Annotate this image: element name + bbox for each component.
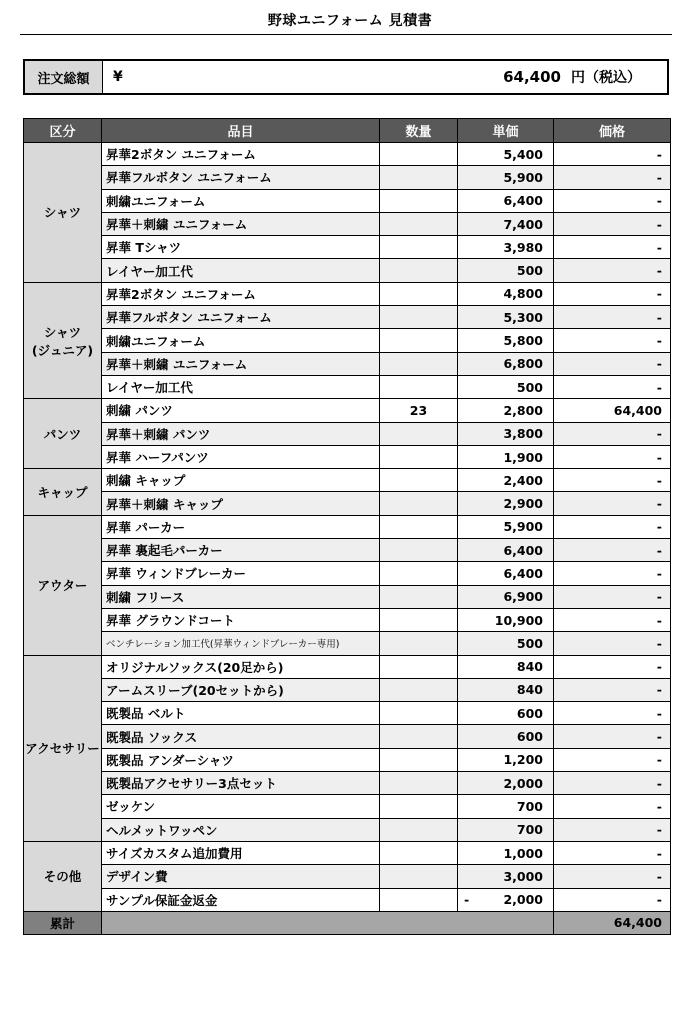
header-amount: 価格	[554, 119, 671, 143]
table-row	[24, 608, 671, 631]
table-row	[24, 795, 671, 818]
quantity-cell[interactable]	[380, 632, 458, 655]
quantity-cell[interactable]	[380, 143, 458, 166]
footer-row	[24, 911, 671, 934]
category-cell: アウター	[24, 515, 102, 655]
table-row	[24, 865, 671, 888]
currency-symbol: ¥	[113, 69, 123, 85]
table-row	[24, 469, 671, 492]
amount-cell: -	[554, 189, 671, 212]
quantity-cell[interactable]	[380, 282, 458, 305]
amount-cell: 64,400	[554, 399, 671, 422]
quantity-cell[interactable]	[380, 375, 458, 398]
table-row	[24, 515, 671, 538]
item-name: 昇華2ボタン ユニフォーム	[102, 143, 380, 166]
table-body	[24, 143, 671, 912]
table-row	[24, 259, 671, 282]
amount-cell: -	[554, 469, 671, 492]
item-name: オリジナルソックス(20足から)	[102, 655, 380, 678]
unit-price-cell: 2,000	[458, 772, 554, 795]
unit-price-cell: 6,800	[458, 352, 554, 375]
unit-price-cell: 3,800	[458, 422, 554, 445]
amount-cell: -	[554, 841, 671, 864]
unit-price-cell: 500	[458, 375, 554, 398]
unit-price-cell: 840	[458, 678, 554, 701]
table-row	[24, 888, 671, 911]
order-total-box	[23, 59, 669, 95]
amount-cell: -	[554, 608, 671, 631]
unit-price-cell: 500	[458, 259, 554, 282]
table-row	[24, 725, 671, 748]
table-row	[24, 492, 671, 515]
table-row	[24, 539, 671, 562]
header-unit-price: 単価	[458, 119, 554, 143]
item-name: 刺繍 フリース	[102, 585, 380, 608]
quantity-cell[interactable]	[380, 608, 458, 631]
amount-cell: -	[554, 818, 671, 841]
quantity-cell[interactable]	[380, 818, 458, 841]
amount-cell: -	[554, 166, 671, 189]
item-name: 昇華 Tシャツ	[102, 236, 380, 259]
order-total-label: 注文総額	[25, 61, 103, 93]
quantity-cell[interactable]	[380, 888, 458, 911]
quantity-cell[interactable]	[380, 655, 458, 678]
amount-cell: -	[554, 259, 671, 282]
quantity-cell[interactable]	[380, 306, 458, 329]
unit-price-cell: 3,980	[458, 236, 554, 259]
table-row	[24, 562, 671, 585]
unit-price-cell: 5,400	[458, 143, 554, 166]
table-row	[24, 841, 671, 864]
item-name: レイヤー加工代	[102, 375, 380, 398]
title-divider	[20, 34, 672, 35]
table-row	[24, 399, 671, 422]
unit-price-cell: 6,400	[458, 189, 554, 212]
unit-price-cell: 500	[458, 632, 554, 655]
item-name: 昇華フルボタン ユニフォーム	[102, 166, 380, 189]
unit-price-value: 2,000	[503, 892, 543, 908]
amount-cell: -	[554, 585, 671, 608]
table-row	[24, 166, 671, 189]
amount-cell: -	[554, 795, 671, 818]
item-name: アームスリーブ(20セットから)	[102, 678, 380, 701]
unit-price-cell: 1,000	[458, 841, 554, 864]
category-cell: シャツ (ジュニア)	[24, 282, 102, 398]
quantity-cell[interactable]	[380, 236, 458, 259]
table-row	[24, 375, 671, 398]
table-header-row	[24, 119, 671, 143]
amount-cell: -	[554, 282, 671, 305]
item-name: 既製品 ベルト	[102, 702, 380, 725]
item-name: 昇華 パーカー	[102, 515, 380, 538]
item-name: 刺繍ユニフォーム	[102, 329, 380, 352]
quantity-cell[interactable]	[380, 562, 458, 585]
unit-price-cell	[458, 888, 554, 911]
item-name: 昇華 ウィンドブレーカー	[102, 562, 380, 585]
amount-cell: -	[554, 562, 671, 585]
amount-cell: -	[554, 702, 671, 725]
table-row	[24, 422, 671, 445]
table-row	[24, 236, 671, 259]
unit-price-cell: 700	[458, 818, 554, 841]
amount-cell: -	[554, 888, 671, 911]
quantity-cell[interactable]	[380, 492, 458, 515]
table-row	[24, 212, 671, 235]
unit-price-cell: 1,200	[458, 748, 554, 771]
item-name: 既製品 アンダーシャツ	[102, 748, 380, 771]
unit-price-cell: 840	[458, 655, 554, 678]
amount-cell: -	[554, 445, 671, 468]
unit-price-cell: 5,900	[458, 515, 554, 538]
amount-cell: -	[554, 515, 671, 538]
document-title: 野球ユニフォーム 見積書	[267, 13, 433, 29]
table-row	[24, 329, 671, 352]
unit-price-cell: 6,400	[458, 539, 554, 562]
item-name: サンプル保証金返金	[102, 888, 380, 911]
unit-price-cell: 5,300	[458, 306, 554, 329]
quantity-cell[interactable]	[380, 469, 458, 492]
unit-price-cell: 10,900	[458, 608, 554, 631]
order-total-amount: 64,400	[503, 68, 561, 86]
amount-cell: -	[554, 678, 671, 701]
quantity-cell[interactable]	[380, 352, 458, 375]
item-name: 既製品 ソックス	[102, 725, 380, 748]
quantity-cell[interactable]	[380, 585, 458, 608]
table-row	[24, 143, 671, 166]
quantity-cell[interactable]	[380, 445, 458, 468]
amount-cell: -	[554, 748, 671, 771]
header-qty: 数量	[380, 119, 458, 143]
item-name: 刺繍ユニフォーム	[102, 189, 380, 212]
item-name: 昇華 裏起毛パーカー	[102, 539, 380, 562]
unit-price-cell: 2,900	[458, 492, 554, 515]
footer-label: 累計	[24, 911, 102, 934]
amount-cell: -	[554, 352, 671, 375]
amount-cell: -	[554, 539, 671, 562]
unit-price-cell: 5,800	[458, 329, 554, 352]
category-cell: キャップ	[24, 469, 102, 516]
unit-price-cell: 3,000	[458, 865, 554, 888]
unit-price-cell: 1,900	[458, 445, 554, 468]
quantity-cell[interactable]	[380, 748, 458, 771]
amount-cell: -	[554, 492, 671, 515]
item-name: レイヤー加工代	[102, 259, 380, 282]
item-name: 昇華2ボタン ユニフォーム	[102, 282, 380, 305]
item-name: 昇華 ハーフパンツ	[102, 445, 380, 468]
item-name: 昇華＋刺繍 キャップ	[102, 492, 380, 515]
unit-price-cell: 600	[458, 702, 554, 725]
footer-spacer	[102, 911, 554, 934]
quantity-cell[interactable]	[380, 259, 458, 282]
unit-price-cell: 6,900	[458, 585, 554, 608]
quantity-cell[interactable]	[380, 166, 458, 189]
unit-price-cell: 2,800	[458, 399, 554, 422]
quantity-cell[interactable]	[380, 329, 458, 352]
item-name: 昇華＋刺繍 ユニフォーム	[102, 212, 380, 235]
unit-price-cell: 700	[458, 795, 554, 818]
unit-price-cell: 6,400	[458, 562, 554, 585]
amount-cell: -	[554, 236, 671, 259]
unit-price-cell: 4,800	[458, 282, 554, 305]
item-name: 刺繍 パンツ	[102, 399, 380, 422]
item-name: 昇華フルボタン ユニフォーム	[102, 306, 380, 329]
amount-cell: -	[554, 865, 671, 888]
category-cell: アクセサリー	[24, 655, 102, 841]
quantity-cell[interactable]	[380, 515, 458, 538]
amount-cell: -	[554, 375, 671, 398]
unit-price-cell: 2,400	[458, 469, 554, 492]
quantity-cell[interactable]	[380, 772, 458, 795]
table-row	[24, 306, 671, 329]
quantity-cell[interactable]	[380, 865, 458, 888]
quantity-cell[interactable]	[380, 212, 458, 235]
table-row	[24, 585, 671, 608]
negative-sign: -	[464, 892, 470, 908]
quantity-cell[interactable]: 23	[380, 399, 458, 422]
amount-cell: -	[554, 655, 671, 678]
quantity-cell[interactable]	[380, 795, 458, 818]
unit-price-cell: 5,900	[458, 166, 554, 189]
quantity-cell[interactable]	[380, 189, 458, 212]
amount-cell: -	[554, 772, 671, 795]
item-name: 刺繍 キャップ	[102, 469, 380, 492]
item-name: デザイン費	[102, 865, 380, 888]
table-row	[24, 282, 671, 305]
item-name: 既製品アクセサリー3点セット	[102, 772, 380, 795]
amount-cell: -	[554, 143, 671, 166]
item-name: ヘルメットワッペン	[102, 818, 380, 841]
item-name: ベンチレーション加工代(昇華ウィンドブレーカー専用)	[102, 632, 380, 655]
footer-total: 64,400	[554, 911, 671, 934]
table-row	[24, 818, 671, 841]
quantity-cell[interactable]	[380, 725, 458, 748]
item-name: 昇華＋刺繍 パンツ	[102, 422, 380, 445]
table-row	[24, 189, 671, 212]
header-category: 区分	[24, 119, 102, 143]
table-row	[24, 632, 671, 655]
category-cell: その他	[24, 841, 102, 911]
quantity-cell[interactable]	[380, 422, 458, 445]
quantity-cell[interactable]	[380, 539, 458, 562]
amount-cell: -	[554, 212, 671, 235]
item-name: 昇華＋刺繍 ユニフォーム	[102, 352, 380, 375]
quantity-cell[interactable]	[380, 678, 458, 701]
item-name: サイズカスタム追加費用	[102, 841, 380, 864]
table-row	[24, 445, 671, 468]
table-row	[24, 678, 671, 701]
unit-price-cell: 7,400	[458, 212, 554, 235]
category-cell: シャツ	[24, 143, 102, 283]
item-name: ゼッケン	[102, 795, 380, 818]
header-item: 品目	[102, 119, 380, 143]
order-total-unit: 円（税込）	[571, 70, 641, 86]
item-name: 昇華 グラウンドコート	[102, 608, 380, 631]
category-cell: パンツ	[24, 399, 102, 469]
table-row	[24, 748, 671, 771]
amount-cell: -	[554, 725, 671, 748]
quantity-cell[interactable]	[380, 702, 458, 725]
table-row	[24, 772, 671, 795]
quantity-cell[interactable]	[380, 841, 458, 864]
estimate-table	[23, 118, 671, 935]
table-row	[24, 702, 671, 725]
table-row	[24, 655, 671, 678]
amount-cell: -	[554, 306, 671, 329]
table-row	[24, 352, 671, 375]
amount-cell: -	[554, 632, 671, 655]
amount-cell: -	[554, 422, 671, 445]
amount-cell: -	[554, 329, 671, 352]
unit-price-cell: 600	[458, 725, 554, 748]
